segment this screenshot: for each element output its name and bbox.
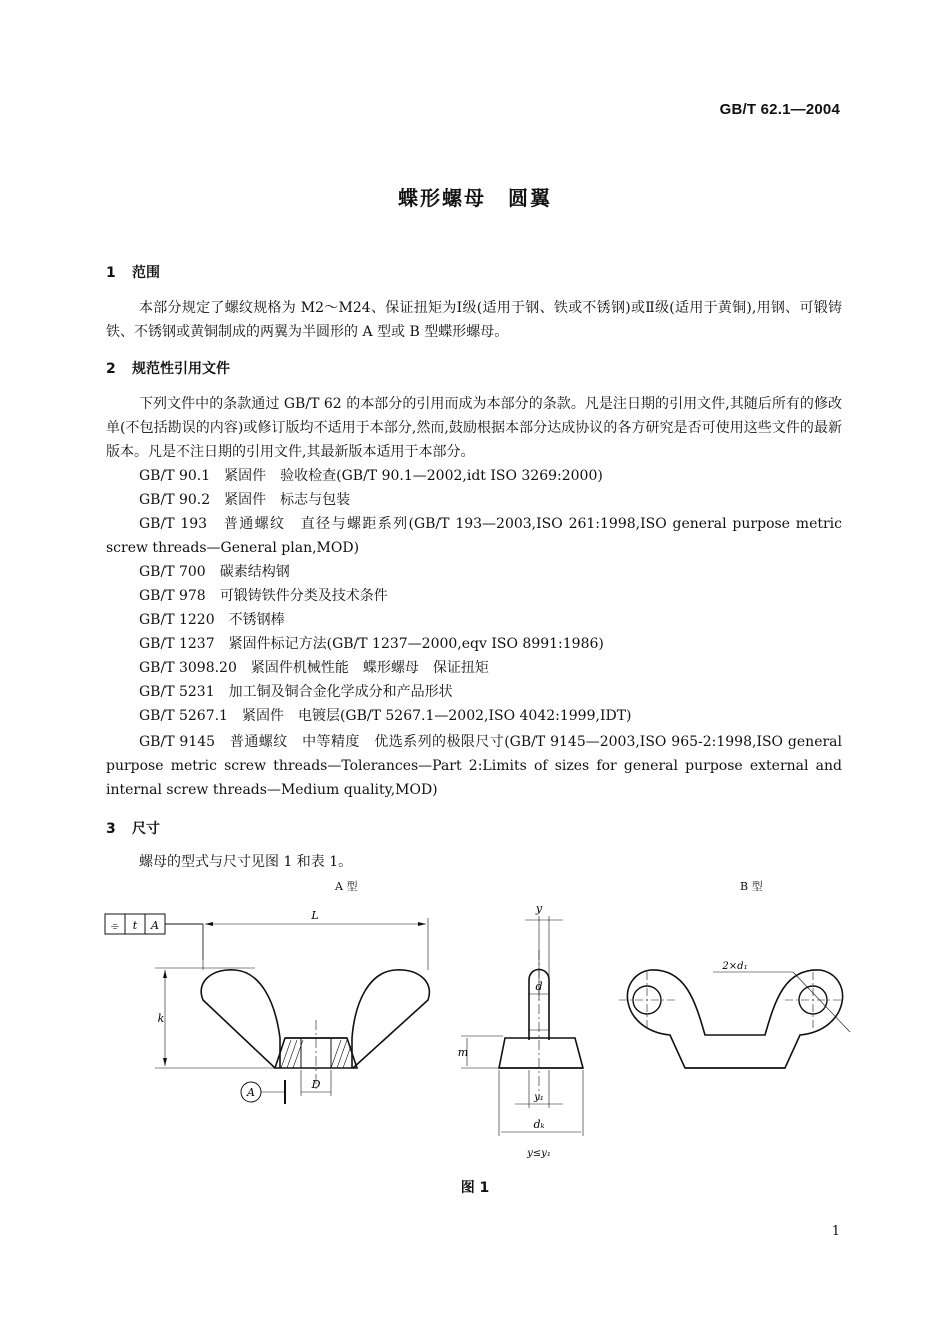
reference-item: GB/T 90.1 紧固件 验收检查(GB/T 90.1—2002,idt ISO 3269:2000) [139, 468, 603, 484]
standard-number: GB/T 62.1—2004 [719, 101, 840, 118]
dim-m-label: m [457, 1046, 469, 1059]
section-number: 1 [106, 265, 116, 281]
flatness-symbol: ⌯ [111, 921, 119, 932]
scope-paragraph: 本部分规定了螺纹规格为 M2～M24、保证扭矩为Ⅰ级(适用于钢、铁或不锈钢)或Ⅱ级(适用于黄铜),用钢、可锻铸铁、不锈钢或黄铜制成的两翼为半圆形的 A 型或 B 型蝶形螺母。 [106, 300, 842, 340]
section-heading-2 [106, 358, 230, 378]
type-a-label: A 型 [335, 880, 358, 893]
references-intro: 下列文件中的条款通过 GB/T 62 的本部分的引用而成为本部分的条款。凡是注日期的引用文件,其随后所有的修改单(不包括勘误的内容)或修订版均不适用于本部分,然而,鼓励根据本部分达成协议的各方研究是否可使用这些文件的最新版本。凡是不注日期的引用文件,其最新版本适用于本部分。 [106, 396, 842, 460]
reference-item: GB/T 700 碳素结构钢 [139, 564, 290, 580]
reference-item: GB/T 1220 不锈钢棒 [139, 612, 285, 628]
dim-y-label: y [535, 902, 543, 915]
dim-d-label: d [535, 980, 543, 993]
reference-item: GB/T 193 普通螺纹 直径与螺距系列(GB/T 193—2003,ISO 261:1998,ISO general purpose metric screw threads—General plan,MOD) [106, 516, 842, 556]
reference-item: GB/T 5267.1 紧固件 电镀层(GB/T 5267.1—2002,ISO 4042:1999,IDT) [139, 708, 632, 724]
document-title: 蝶形螺母 圆翼 [398, 186, 552, 210]
dim-2d1-label: 2×d₁ [722, 961, 748, 972]
dim-k-label: k [157, 1012, 165, 1025]
reference-item: GB/T 5231 加工铜及铜合金化学成分和产品形状 [139, 684, 453, 700]
tolerance-value-label: t [132, 919, 138, 932]
dim-y1-label: y₁ [534, 1092, 544, 1103]
page-number: 1 [831, 1224, 840, 1239]
reference-item: GB/T 90.2 紧固件 标志与包装 [139, 492, 351, 508]
reference-item: GB/T 3098.20 紧固件机械性能 蝶形螺母 保证扭矩 [139, 660, 489, 676]
section-title: 规范性引用文件 [132, 361, 230, 377]
reference-item: GB/T 978 可锻铸铁件分类及技术条件 [139, 588, 388, 604]
section-number: 2 [106, 361, 116, 377]
condition-label: y≤y₁ [527, 1148, 551, 1159]
tolerance-datum-label: A [151, 919, 159, 932]
figure-1-drawing [95, 890, 855, 1170]
reference-item: GB/T 9145 普通螺纹 中等精度 优选系列的极限尺寸(GB/T 9145—2003,ISO 965-2:1998,ISO general purpose metric screw threads—Tolerances—Part 2:Limits of sizes for general purpose external and internal screw threads—Medium quality,MOD) [106, 734, 842, 798]
dimensions-paragraph: 螺母的型式与尺寸见图 1 和表 1。 [139, 854, 353, 870]
section-title: 范围 [132, 265, 160, 281]
section-number: 3 [106, 821, 116, 837]
figure-caption: 图 1 [460, 1180, 490, 1196]
datum-circle-label: A [247, 1086, 255, 1099]
section-heading-3 [106, 818, 160, 838]
section-title: 尺寸 [132, 821, 160, 837]
section-heading-1 [106, 262, 160, 282]
type-b-label: B 型 [740, 880, 763, 893]
dim-dk-label: dₖ [533, 1118, 545, 1131]
dim-L-label: L [311, 909, 319, 922]
reference-item: GB/T 1237 紧固件标记方法(GB/T 1237—2000,eqv ISO 8991:1986) [139, 636, 604, 652]
dim-D-label: D [311, 1078, 321, 1091]
